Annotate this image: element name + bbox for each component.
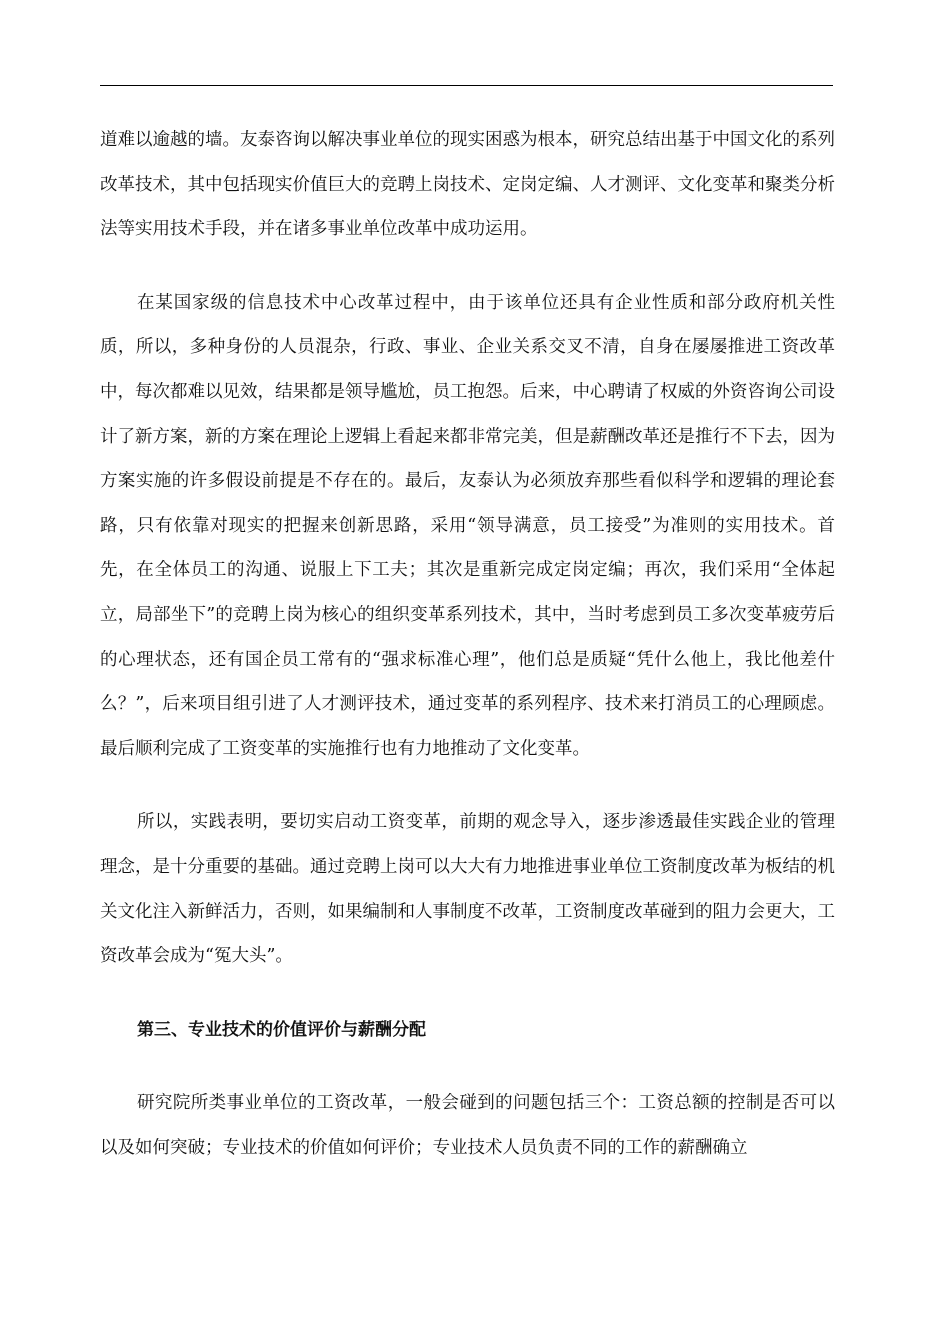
section-heading: 第三、专业技术的价值评价与薪酬分配 <box>137 1019 426 1040</box>
paragraph-conclusion: 所以，实践表明，要切实启动工资变革，前期的观念导入，逐步渗透最佳实践企业的管理理念，是十分重要的基础。通过竞聘上岗可以大大有力地推进事业单位工资制度改革为板结的机关文化注入新鲜活力，否则，如果编制和人事制度不改革，工资制度改革碰到的阻力会更大，工资改革会成为“冤大头”。 <box>100 812 835 967</box>
paragraph-section-intro: 研究院所类事业单位的工资改革，一般会碰到的问题包括三个：工资总额的控制是否可以以及如何突破；专业技术的价值如何评价；专业技术人员负责不同的工作的薪酬确立 <box>100 1093 835 1158</box>
header-rule <box>100 85 833 86</box>
paragraph-continuation: 道难以逾越的墙。友泰咨询以解决事业单位的现实困惑为根本，研究总结出基于中国文化的系列改革技术，其中包括现实价值巨大的竞聘上岗技术、定岗定编、人才测评、文化变革和聚类分析法等实用技术手段，并在诸多事业单位改革中成功运用。 <box>100 130 835 240</box>
document-body <box>100 118 835 1199</box>
paragraph-case-study: 在某国家级的信息技术中心改革过程中，由于该单位还具有企业性质和部分政府机关性质，所以，多种身份的人员混杂，行政、事业、企业关系交叉不清，自身在屡屡推进工资改革中，每次都难以见效，结果都是领导尴尬，员工抱怨。后来，中心聘请了权威的外资咨询公司设计了新方案，新的方案在理论上逻辑上看起来都非常完美，但是薪酬改革还是推行不下去，因为方案实施的许多假设前提是不存在的。最后，友泰认为必须放弃那些看似科学和逻辑的理论套路，只有依靠对现实的把握来创新思路，采用“领导满意，员工接受”为准则的实用技术。首先，在全体员工的沟通、说服上下工夫；其次是重新完成定岗定编；再次，我们采用“全体起立，局部坐下”的竞聘上岗为核心的组织变革系列技术，其中，当时考虑到员工多次变革疲劳后的心理状态，还有国企员工常有的“强求标准心理”，他们总是质疑“凭什么他上，我比他差什么？”，后来项目组引进了人才测评技术，通过变革的系列程序、技术来打消员工的心理顾虑。最后顺利完成了工资变革的实施推行也有力地推动了文化变革。 <box>100 292 835 759</box>
